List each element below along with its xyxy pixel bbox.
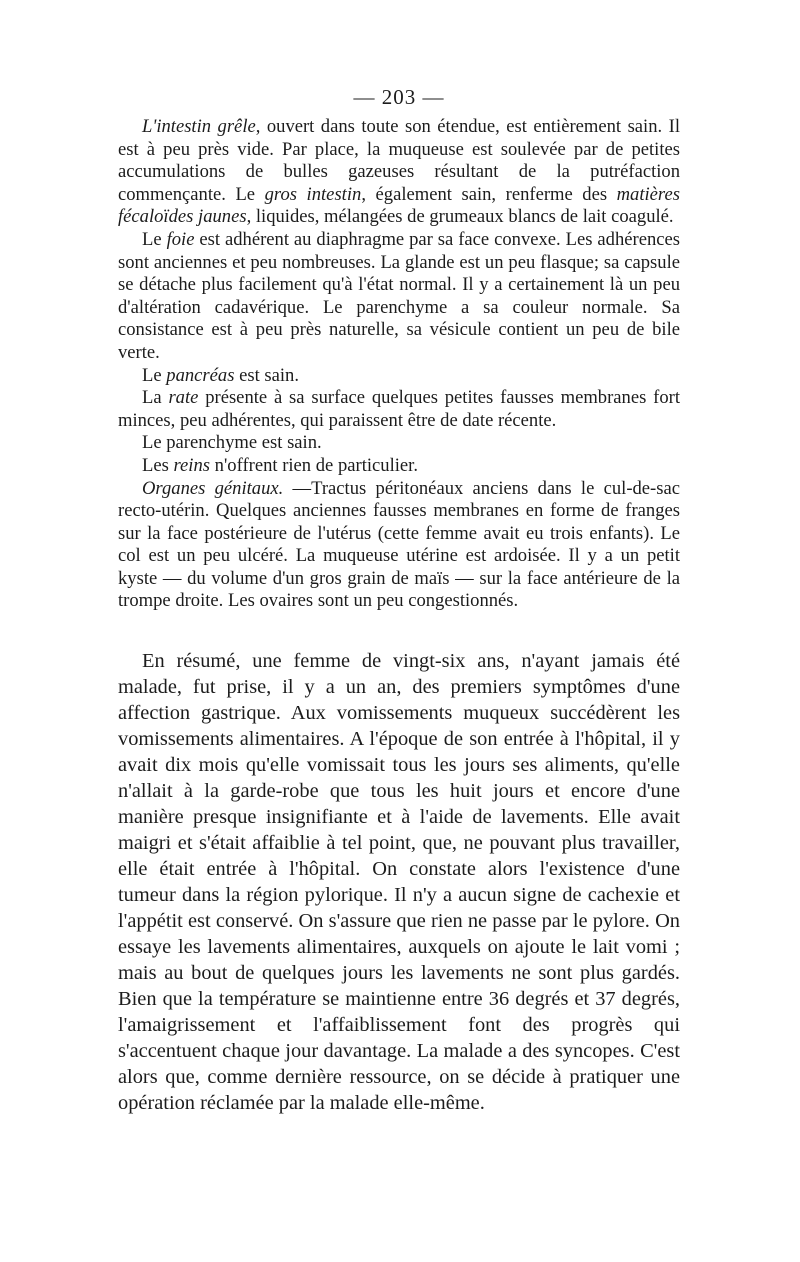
paragraph-parenchyme: Le parenchyme est sain. [142,432,322,454]
paragraph-genitaux [118,478,680,614]
term-matieres: matières fécaloïdes jaunes [118,183,680,228]
text-pancreas: est sain. [234,364,299,386]
paragraph-resume: En résumé, une femme de vingt-six ans, n'ayant jamais été malade, fut prise, il y a un an, des premiers symptômes d'une affection gastrique. Aux vomissements muqueux succédèrent les vomissements alimentaires. A l'époque de son entrée à l'hôpital, il y avait dix mois qu'elle vomissait tous les jours ses aliments, qu'elle n'allait à la garde-robe que tous les huit jours et encore d'une manière presque insignifiante et à l'aide de lavements. Elle avait maigri et s'était affaiblie à tel point, que, ne pouvant plus travailler, elle était entrée à l'hôpital. On constate alors l'existence d'une tumeur dans la région pylorique. Il n'y a aucun signe de cachexie et l'appétit est conservé. On s'assure que rien ne passe par le pylore. On essaye les lavements alimentaires, auxquels on ajoute le lait vomi ; mais au bout de quelques jours les lavements ne sont plus gardés. Bien que la température se maintienne entre 36 degrés et 37 degrés, l'amaigrissement et l'affaiblissement font des progrès qui s'accentuent chaque jour davantage. La malade a des syncopes. C'est alors que, comme dernière ressource, on se décide à pratiquer une opération réclamée par la malade elle-même. [118,650,680,1114]
paragraph-reins [118,455,680,478]
page-number: — 203 — [353,85,445,109]
text-reins: n'offrent rien de particulier. [210,454,418,476]
summary-section [118,648,680,1116]
paragraph-foie [118,229,680,365]
term-genitaux: Organes génitaux. [142,477,284,499]
paragraph-rate [118,387,680,432]
text-intestin-1: , ouvert dans toute son étendue, est entièrement sain. Il est à peu près vide. Par place, la muqueuse est soulevée par de petites accumulations de bulles gazeuses résultant de la putréfaction commençante. Le [118,116,680,205]
lead-foie: Le [142,228,167,250]
text-intestin-3: , liquides, mélangées de grumeaux blancs de lait coagulé. [246,206,674,228]
term-foie: foie [166,228,195,250]
lead-rate: La [142,387,169,409]
lead-reins: Les [142,454,174,476]
autopsy-findings [118,116,680,613]
paragraph-intestin [118,116,680,229]
text-rate: présente à sa surface quelques petites fausses membranes fort minces, peu adhérentes, qui paraissent être de date récente. [118,387,680,431]
term-pancreas: pancréas [166,364,235,386]
lead-pancreas: Le [142,364,167,386]
term-intestin-grele: L'intestin grêle [142,116,256,137]
text-foie: est adhérent au diaphragme par sa face convexe. Les adhérences sont anciennes et peu nombreuses. La glande est un peu flasque; sa capsule se détache plus facilement qu'à l'état normal. Il y a certainement là un peu d'altération cadavérique. Le parenchyme a sa couleur normale. Sa consistance est à peu près naturelle, sa vésicule contient un peu de bile verte. [118,228,681,363]
term-reins: reins [173,454,210,476]
term-rate: rate [168,387,199,409]
text-intestin-2: , également sain, renferme des [361,183,617,205]
text-genitaux: —Tractus péritonéaux anciens dans le cul-de-sac recto-utérin. Quelques anciennes fausses membranes en forme de franges sur la face postérieure de l'utérus (cette femme avait eu trois enfants). Le col est un peu ulcéré. La muqueuse utérine est ardoisée. Il y a un petit kyste — du volume d'un gros grain de maïs — sur la face antérieure de la trompe droite. Les ovaires sont un peu congestionnés. [118,477,680,612]
paragraph-pancreas [118,365,680,388]
term-gros-intestin: gros intestin [264,183,362,205]
